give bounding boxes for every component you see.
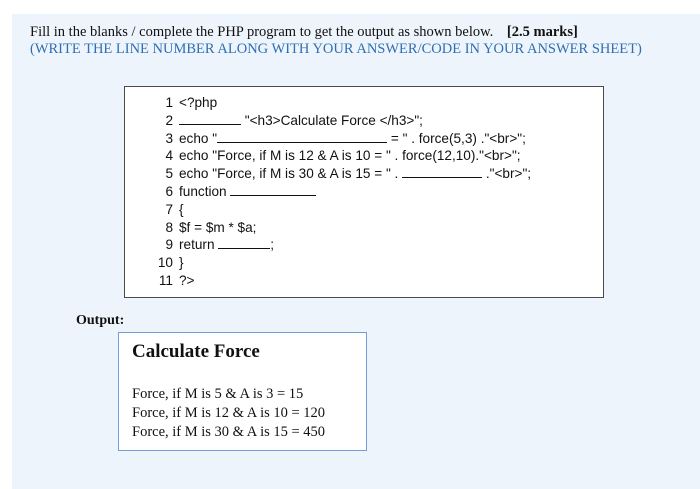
fill-blank [179,113,241,125]
line-number: 2 [165,112,173,128]
code-text: { [179,201,184,217]
output-lines [132,385,325,442]
fill-blank [402,166,482,178]
code-text: ?> [179,272,195,288]
line-number: 6 [165,183,173,199]
code-listing [124,86,604,298]
code-line [149,236,531,254]
answer-note: (WRITE THE LINE NUMBER ALONG WITH YOUR ANSWER/CODE IN YOUR ANSWER SHEET) [30,41,642,57]
code-text: ."<br>"; [482,166,532,182]
code-text: echo "Force, if M is 12 & A is 10 = " . force(12,10)."<br>"; [179,148,521,164]
output-line: Force, if M is 5 & A is 3 = 15 [132,386,304,402]
line-number: 5 [165,166,173,182]
line-number: 3 [165,130,173,146]
code-line [149,112,531,130]
code-line [149,201,531,219]
output-line: Force, if M is 12 & A is 10 = 120 [132,405,326,421]
code-text: echo " [179,130,218,146]
code-line [149,94,531,112]
fill-blank [217,131,387,143]
output-box [118,332,367,451]
instruction-line [30,24,695,41]
output-line: Force, if M is 30 & A is 15 = 450 [132,424,326,440]
line-number: 10 [157,255,173,271]
code-text: = " . force(5,3) ."<br>"; [387,130,526,146]
code-line [149,147,531,165]
fill-blank [218,237,270,249]
code-text: } [179,255,184,271]
output-title: Calculate Force [132,341,260,362]
line-number: 4 [165,148,173,164]
code-line [149,272,531,290]
line-number: 8 [165,219,173,235]
question-sheet [12,14,700,489]
code-text: $f = $m * $a; [179,219,257,235]
fill-blank [230,184,316,196]
instruction-block [30,24,695,58]
line-number: 11 [158,272,173,288]
code-line [149,165,531,183]
line-number: 7 [165,201,173,217]
code-line [149,219,531,237]
marks-label: [2.5 marks] [506,24,578,40]
code-text: echo "Force, if M is 30 & A is 15 = " . [179,166,403,182]
line-number: 9 [165,237,173,253]
code-line [149,183,531,201]
code-lines [149,94,531,290]
code-text: ; [270,237,275,253]
code-text: <?php [179,95,218,110]
code-text: return [179,237,219,253]
instruction-text: Fill in the blanks / complete the PHP program to get the output as shown below. [30,24,494,40]
code-line [149,254,531,272]
output-label: Output: [76,313,125,328]
code-line [149,130,531,148]
code-text: function [179,183,231,199]
code-text: "<h3>Calculate Force </h3>"; [241,112,423,128]
line-number: 1 [165,95,173,110]
